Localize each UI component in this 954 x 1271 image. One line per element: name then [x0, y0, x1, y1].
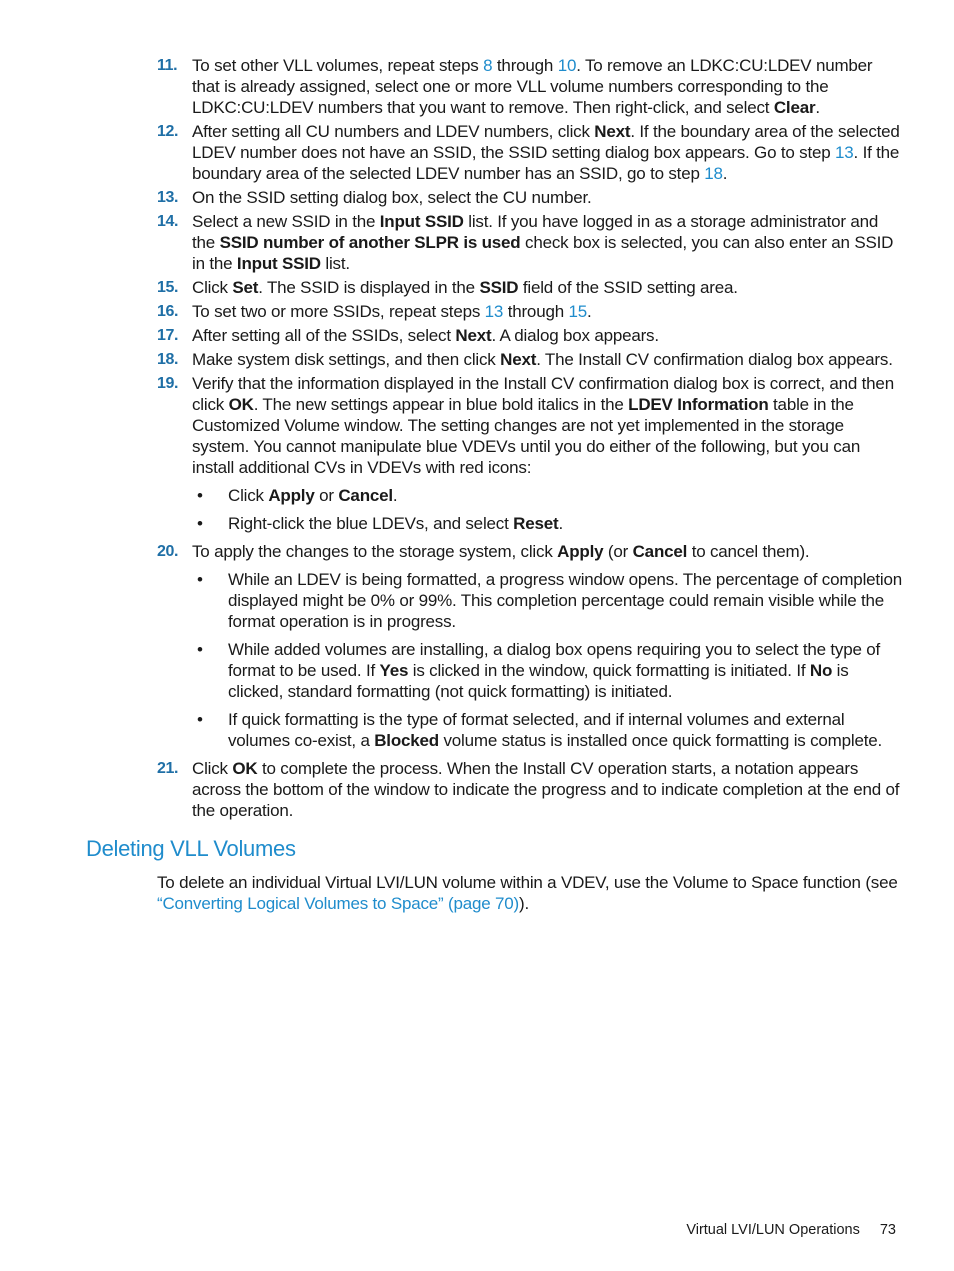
step-number: 21. [157, 760, 179, 777]
cross-reference-link[interactable]: “Converting Logical Volumes to Space” (page 70) [157, 894, 519, 913]
bullet-text: If quick formatting is the type of format selected, and if internal volumes and external volumes co-exist, a [228, 710, 845, 750]
step-text: list. [320, 254, 350, 273]
paragraph-text: To delete an individual Virtual LVI/LUN volume within a VDEV, use the Volume to Space function (see [157, 873, 898, 892]
step-text: . A dialog box appears. [491, 326, 659, 345]
bullet-text: is clicked in the window, quick formatting is initiated. If [408, 661, 810, 680]
step-text: After setting all of the SSIDs, select [192, 326, 456, 345]
ui-term-apply: Apply [557, 542, 604, 561]
footer-title: Virtual LVI/LUN Operations [686, 1222, 860, 1238]
ui-term-cancel: Cancel [338, 486, 393, 505]
step-12 [157, 121, 902, 184]
ui-term-next: Next [455, 326, 492, 345]
bullet-text: or [314, 486, 339, 505]
ui-term-reset: Reset [513, 514, 559, 533]
ui-term-ssid: SSID [479, 278, 519, 297]
step-number: 11. [157, 57, 178, 74]
step-text: . If the boundary area of the selected LDEV number does not have an SSID, the SSID setting dialog box appears. Go to step [192, 122, 900, 162]
ui-term-apply: Apply [268, 486, 315, 505]
bullet-text: Click [228, 486, 269, 505]
step-20 [157, 541, 902, 751]
step-text: Select a new SSID in the [192, 212, 380, 231]
ui-term-ok: OK [228, 395, 254, 414]
ui-term-blocked: Blocked [374, 731, 439, 750]
step-text: to cancel them). [687, 542, 810, 561]
paragraph-text: ). [518, 894, 529, 913]
step-text: Make system disk settings, and then click [192, 350, 501, 369]
step-text: To set other VLL volumes, repeat steps [192, 56, 484, 75]
step-text: through [503, 302, 569, 321]
step-text: through [492, 56, 558, 75]
bullet-text: Right-click the blue LDEVs, and select [228, 514, 514, 533]
step-19 [157, 373, 902, 534]
bullet-item [192, 709, 902, 751]
step-18 [157, 349, 902, 370]
ui-term-next: Next [594, 122, 631, 141]
bullet-item [192, 569, 902, 632]
step-text: . To remove an LDKC:CU:LDEV number that is already assigned, select one or more VLL volume numbers corresponding to the LDKC:CU:LDEV numbers that you want to remove. Then right-click, and select [192, 56, 873, 117]
ui-term-cancel: Cancel [632, 542, 688, 561]
step-text: On the SSID setting dialog box, select the CU number. [192, 188, 592, 207]
ui-term-next: Next [500, 350, 537, 369]
ui-term-input-ssid: Input SSID [236, 254, 321, 273]
bullet-list [192, 569, 902, 751]
ui-term-ldev-information: LDEV Information [628, 395, 769, 414]
step-text: . The SSID is displayed in the [258, 278, 480, 297]
bullet-item [192, 639, 902, 702]
step-text: To apply the changes to the storage system, click [192, 542, 558, 561]
step-text: Click [192, 278, 233, 297]
step-text: . [815, 98, 820, 117]
step-link-13[interactable]: 13 [484, 302, 504, 321]
step-text: table in the Customized Volume window. The setting changes are not yet implemented in the storage system. You cannot manipulate blue VDEVs until you do either of the following, but you can install additional CVs in VDEVs with red icons: [192, 395, 861, 477]
procedure-steps [157, 55, 902, 824]
step-number: 13. [157, 189, 179, 206]
step-number: 14. [157, 213, 179, 230]
step-text: After setting all CU numbers and LDEV numbers, click [192, 122, 595, 141]
step-number: 19. [157, 375, 179, 392]
ui-term-set: Set [232, 278, 259, 297]
section-paragraph [157, 872, 902, 914]
step-text: Click [192, 759, 233, 778]
step-text: list. If you have logged in as a storage administrator and the [192, 212, 879, 252]
step-text: (or [603, 542, 633, 561]
step-number: 16. [157, 303, 179, 320]
bullet-item [192, 485, 902, 506]
bullet-text: volume status is installed once quick formatting is complete. [438, 731, 882, 750]
ui-term-input-ssid: Input SSID [379, 212, 464, 231]
step-text: . The new settings appear in blue bold italics in the [253, 395, 629, 414]
step-21 [157, 758, 902, 821]
page-footer [686, 1222, 896, 1238]
step-text: . If the boundary area of the selected LDEV number has an SSID, go to step [192, 143, 900, 183]
ui-term-ok: OK [232, 759, 258, 778]
step-text: . [722, 164, 728, 183]
page-number: 73 [879, 1222, 896, 1238]
step-text: . The Install CV confirmation dialog box appears. [536, 350, 893, 369]
ui-term-yes: Yes [379, 661, 409, 680]
step-16 [157, 301, 902, 322]
ui-term-no: No [809, 661, 833, 680]
step-14 [157, 211, 902, 274]
step-15 [157, 277, 902, 298]
step-text: field of the SSID setting area. [518, 278, 738, 297]
step-text: to complete the process. When the Install CV operation starts, a notation appears across the bottom of the window to indicate the progress and to indicate completion at the end of the operation. [192, 759, 900, 820]
step-number: 20. [157, 543, 179, 560]
bullet-text: . [558, 514, 563, 533]
step-17 [157, 325, 902, 346]
step-number: 18. [157, 351, 179, 368]
bullet-list [192, 485, 902, 534]
bullet-item [192, 513, 902, 534]
step-link-18[interactable]: 18 [704, 164, 723, 183]
bullet-text: While an LDEV is being formatted, a progress window opens. The percentage of completion displayed might be 0% or 99%. This completion percentage could remain visible while the format operation is in progress. [228, 570, 903, 631]
step-11 [157, 55, 902, 118]
step-link-10[interactable]: 10 [557, 56, 577, 75]
step-number: 15. [157, 279, 179, 296]
section-heading: Deleting VLL Volumes [86, 836, 296, 861]
step-text: Verify that the information displayed in the Install CV confirmation dialog box is correct, and then click [192, 374, 894, 414]
step-text: . [587, 302, 592, 321]
step-link-8[interactable]: 8 [483, 56, 493, 75]
step-13 [157, 187, 902, 208]
step-text: check box is selected, you can also enter an SSID in the [192, 233, 894, 273]
step-number: 12. [157, 123, 179, 140]
bullet-text: is clicked, standard formatting (not quick formatting) is initiated. [228, 661, 849, 701]
bullet-text: . [392, 486, 398, 505]
ui-term-clear: Clear [773, 98, 816, 117]
step-link-13[interactable]: 13 [835, 143, 854, 162]
step-number: 17. [157, 327, 179, 344]
ui-term-ssid-another-slpr: SSID number of another SLPR is used [219, 233, 521, 252]
step-link-15[interactable]: 15 [568, 302, 587, 321]
step-text: To set two or more SSIDs, repeat steps [192, 302, 485, 321]
bullet-text: While added volumes are installing, a dialog box opens requiring you to select the type of format to be used. If [228, 640, 881, 680]
